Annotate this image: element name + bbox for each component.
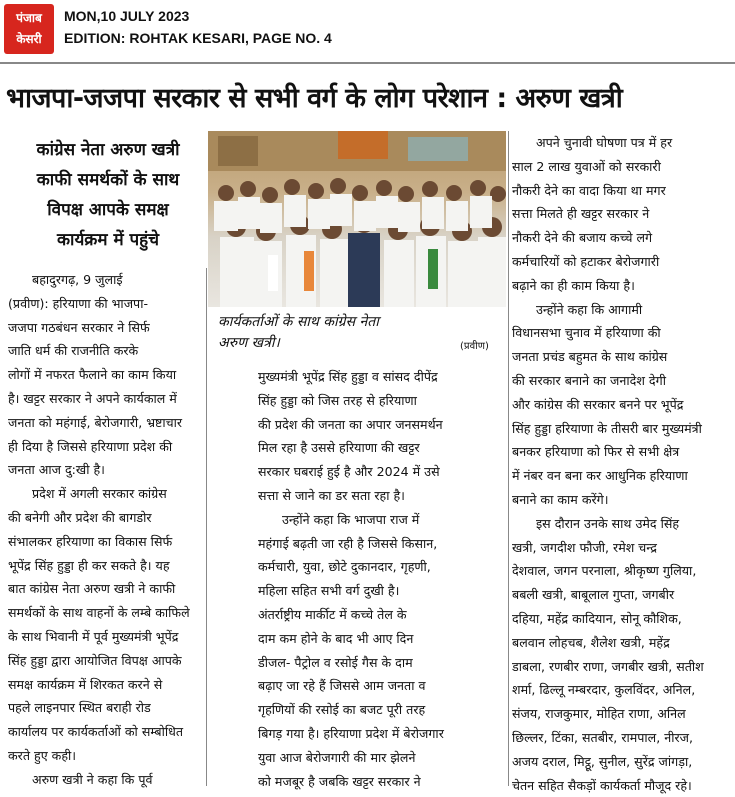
article-column-1 [8,268,206,792]
column-divider [508,131,509,786]
body-line: दहिया, महेंद्र कादियान, सोनू कौशिक, [512,610,682,626]
article-column-2 [258,365,506,793]
body-line: मिल रहा है उससे हरियाणा की खट्टर [258,440,420,456]
subhead-line: विपक्ष आपके समक्ष [47,200,169,220]
edition-date: MON,10 JULY 2023 [64,8,190,24]
subhead-line: कांग्रेस नेता अरुण खत्री [36,140,180,160]
body-line: दाम कम होने के बाद भी आए दिन [258,630,414,646]
body-line: खत्री, जगदीश फौजी, रमेश चन्द्र [512,539,657,555]
body-line: सिंह हुड्डा को जिस तरह से हरियाणा [258,392,417,408]
body-line: सिंह हुड्डा हरियाणा के तीसरी बार मुख्यमंत्री [512,420,702,436]
caption-line: कार्यकर्ताओं के साथ कांग्रेस नेता [218,314,379,330]
masthead-divider [0,62,735,64]
body-line: मुख्यमंत्री भूपेंद्र सिंह हुड्डा व सांसद दीपेंद्र [258,369,438,384]
body-line: भूपेंद्र सिंह हुड्डा ही कर सकते है। यह [8,557,170,573]
article-column-3 [512,131,730,797]
body-line: देशवाल, जगन परनाला, श्रीकृष्ण गुलिया, [512,563,697,579]
body-line: साल 2 लाख युवाओं को सरकारी [512,158,661,174]
body-line: नौकरी देने की बजाय कच्चे लगे [512,230,653,246]
subhead-line: काफी समर्थकों के साथ [36,170,180,190]
body-line: अपने चुनावी घोषणा पत्र में हर [536,135,673,150]
body-line: नौकरी देने का वादा किया था मगर [512,182,666,198]
body-line: जनता को महंगाई, बेरोजगारी, भ्रष्टाचार [8,414,183,430]
body-line: करते हुए कही। [8,747,77,763]
body-line: समर्थकों के साथ वाहनों के लम्बे काफिले [8,605,190,621]
body-line: डीजल- पैट्रोल व रसोई गैस के दाम [258,654,413,670]
logo-line1: पंजाब [16,11,42,25]
body-line: कर्मचारी, युवा, छोटे दुकानदार, गृहणी, [258,559,431,575]
body-line: (प्रवीण): हरियाणा की भाजपा- [8,295,149,311]
body-line: बात कांग्रेस नेता अरुण खत्री ने काफी [8,581,176,597]
body-line: लोगों में नफरत फैलाने का काम किया [8,367,177,383]
body-line: जनता प्रचंड बहुमत के साथ कांग्रेस [512,349,668,365]
body-line: संभालकर हरियाणा का विकास सिर्फ [8,533,173,549]
body-line: बढ़ाने का ही काम किया है। [512,277,635,293]
body-line: के साथ भिवानी में पूर्व मुख्यमंत्री भूपेंद्र [8,628,179,644]
body-line: संजय, राजकुमार, मोहित राणा, अनिल [512,706,686,722]
body-line: बलवान लोहचब, शैलेश खत्री, महेंद्र [512,634,670,650]
body-line: सत्ता मिलते ही खट्टर सरकार ने [512,206,650,222]
body-line: उन्होंने कहा कि भाजपा राज में [282,511,420,527]
body-line: महंगाई बढ़ती जा रही है जिससे किसान, [258,535,438,551]
article-headline: भाजपा-जजपा सरकार से सभी वर्ग के लोग परेशान : अरुण खत्री [6,83,623,114]
caption-line: अरुण खत्री। [218,335,280,351]
body-line: समक्ष कार्यक्रम में शिरकत करने से [8,676,163,692]
body-line: और कांग्रेस की सरकार बनने पर भूपेंद्र [512,396,684,412]
edition-info: EDITION: ROHTAK KESARI, PAGE NO. 4 [64,30,332,46]
body-line: महिला सहित सभी वर्ग दुखी है। [258,583,400,599]
logo-line2: केसरी [16,32,42,46]
body-line: इस दौरान उनके साथ उमेद सिंह [536,515,680,531]
body-line: जजपा गठबंधन सरकार ने सिर्फ [8,319,150,335]
news-photo [208,131,506,307]
body-line: को मजबूर है जबकि खट्टर सरकार ने [258,773,421,789]
body-line: बबली खत्री, बाबूलाल गुप्ता, जगबीर [512,587,675,603]
body-line: गृहणियों की रसोई का बजट पूरी तरह [258,702,426,718]
body-line: है। खट्टर सरकार ने अपने कार्यकाल में [8,390,177,406]
body-line: में नंबर वन बना कर आधुनिक हरियाणा [512,468,688,484]
punjab-kesari-logo [4,4,54,54]
body-line: छिल्लर, टिंका, सतबीर, रामपाल, नीरज, [512,729,693,745]
body-line: सिंह हुड्डा द्वारा आयोजित विपक्ष आपके [8,652,182,668]
body-line: डाबला, रणबीर राणा, जगबीर खत्री, सतीश [512,658,704,674]
body-line: अजय दराल, मिट्ठू, सुनील, सुरेंद्र जांगड़ा, [512,753,693,769]
body-line: बहादुरगढ़, 9 जुलाई [32,272,123,287]
body-line: पहले लाइनपार स्थित बराही रोड [8,700,151,716]
body-line: ही दिया है जिससे हरियाणा प्रदेश की [8,438,173,454]
body-line: सत्ता से जाने का डर सता रहा है। [258,487,405,503]
body-line: कर्मचारियों को हटाकर बेरोजगारी [512,253,660,269]
body-line: की बनेगी और प्रदेश की बागडोर [8,509,152,525]
body-line: प्रदेश में अगली सरकार कांग्रेस [32,486,167,502]
body-line: शर्मा, ढिल्लू नम्बरदार, कुलविंदर, अनिल, [512,682,696,698]
body-line: बिगड़ गया है। हरियाणा प्रदेश में बेरोजगार [258,725,444,741]
subhead-line: कार्यक्रम में पहुंचे [56,230,160,250]
body-line: कार्यालय पर कार्यकर्ताओं को सम्बोधित [8,724,184,740]
body-line: जनता आज दु:खी है। [8,462,105,478]
article-subhead [12,135,204,255]
body-line: उन्होंने कहा कि आगामी [536,301,643,317]
body-line: अरुण खत्री ने कहा कि पूर्व [32,771,153,787]
body-line: सरकार घबराई हुई है और 2024 में उसे [258,464,440,480]
body-line: विधानसभा चुनाव में हरियाणा की [512,325,661,341]
photo-credit: (प्रवीण) [460,341,489,352]
body-line: बनाने का काम करेंगे। [512,491,609,507]
crowd-photo-illustration [208,131,506,307]
body-line: बनकर हरियाणा को फिर से सभी क्षेत्र [512,444,680,460]
body-line: जाति धर्म की राजनीति करके [8,343,139,359]
body-line: चेतन सहित सैकड़ों कार्यकर्ता मौजूद रहे। [512,777,692,793]
body-line: की सरकार बनाने का जनादेश देगी [512,372,666,388]
body-line: की प्रदेश की जनता का अपार जनसमर्थन [258,416,443,432]
body-line: बढ़ाए जा रहे हैं जिससे आम जनता व [258,678,426,694]
column-divider [206,268,207,786]
body-line: अंतर्राष्ट्रीय मार्कीट में कच्चे तेल के [258,606,407,622]
body-line: युवा आज बेरोजगारी की मार झेलने [258,749,416,765]
